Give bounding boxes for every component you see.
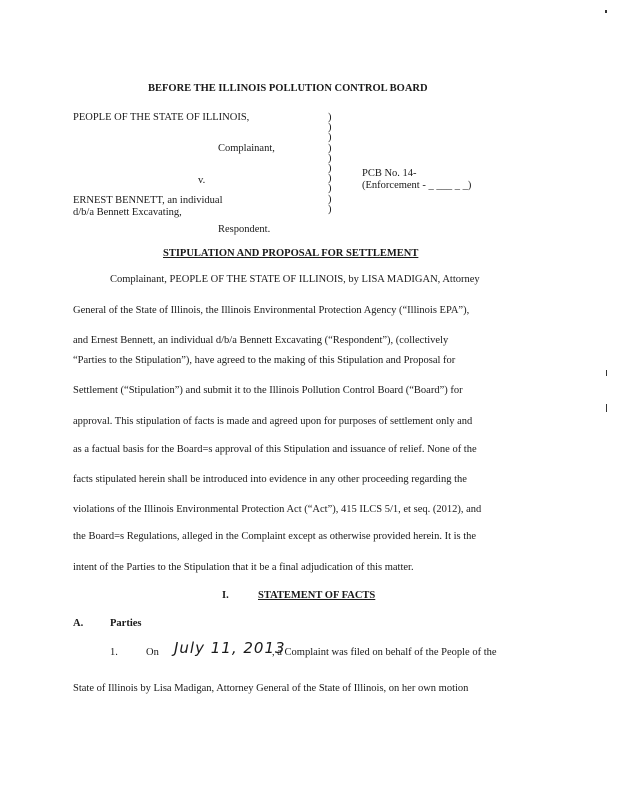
paren: ) (328, 173, 332, 185)
paren: ) (328, 122, 332, 134)
para-on: On (146, 647, 159, 658)
scan-speck (606, 404, 607, 412)
versus-label: v. (198, 175, 206, 186)
defendant-role: Respondent. (218, 224, 271, 235)
subsection-letter: A. (73, 618, 84, 629)
paren: ) (328, 193, 332, 205)
court-heading: BEFORE THE ILLINOIS POLLUTION CONTROL BOARD (148, 83, 428, 94)
scan-speck (605, 10, 607, 13)
body-line: General of the State of Illinois, the Illinois Environmental Protection Agency (“Illinois EPA”), (73, 305, 470, 316)
body-line: violations of the Illinois Environmental Protection Act (“Act”), 415 ILCS 5/1, et seq. (2012), and (73, 504, 482, 515)
section-title: STATEMENT OF FACTS (258, 590, 376, 601)
paren: ) (328, 152, 332, 164)
case-number: PCB No. 14- (362, 168, 417, 179)
paren: ) (328, 163, 332, 175)
body-line: facts stipulated herein shall be introduced into evidence in any other proceeding regarding the (73, 474, 467, 485)
para-text: , a Complaint was filed on behalf of the People of the (272, 647, 497, 658)
document-title: STIPULATION AND PROPOSAL FOR SETTLEMENT (163, 248, 419, 259)
paren: ) (328, 183, 332, 195)
section-number: I. (222, 590, 229, 601)
body-line: and Ernest Bennett, an individual d/b/a Bennett Excavating (“Respondent”), (collectively (73, 335, 449, 346)
body-line: intent of the Parties to the Stipulation that it be a final adjudication of this matter. (73, 562, 414, 573)
defendant-name: ERNEST BENNETT, an individual (73, 195, 223, 206)
para-line: State of Illinois by Lisa Madigan, Attorney General of the State of Illinois, on her own motion (73, 683, 469, 694)
enforcement-line (362, 180, 471, 191)
para-number: 1. (110, 647, 118, 658)
defendant-dba: d/b/a Bennett Excavating, (73, 207, 182, 218)
subsection-title: Parties (110, 618, 142, 629)
body-line: “Parties to the Stipulation”), have agreed to the making of this Stipulation and Proposal for (73, 355, 456, 366)
enforcement-blank: _ ___ _ _) (425, 180, 472, 191)
scan-speck (606, 370, 607, 376)
plaintiff-role: Complainant, (218, 143, 275, 154)
plaintiff-name: PEOPLE OF THE STATE OF ILLINOIS, (73, 112, 250, 123)
body-line: approval. This stipulation of facts is made and agreed upon for purposes of settlement only and (73, 416, 473, 427)
handwritten-date: July 11, 2013 (174, 639, 286, 657)
paren: ) (328, 203, 332, 215)
body-line: Settlement (“Stipulation”) and submit it to the Illinois Pollution Control Board (“Board”) for (73, 385, 463, 396)
paren: ) (328, 112, 332, 123)
enforcement-prefix: (Enforcement - (362, 180, 426, 191)
body-line: as a factual basis for the Board=s approval of this Stipulation and issuance of relief. None of the (73, 444, 477, 455)
paren: ) (328, 142, 332, 154)
caption-parens (328, 113, 332, 215)
body-line: Complainant, PEOPLE OF THE STATE OF ILLINOIS, by LISA MADIGAN, Attorney (110, 274, 480, 285)
paren: ) (328, 132, 332, 144)
body-line: the Board=s Regulations, alleged in the Complaint except as otherwise provided herein. It is the (73, 531, 477, 542)
